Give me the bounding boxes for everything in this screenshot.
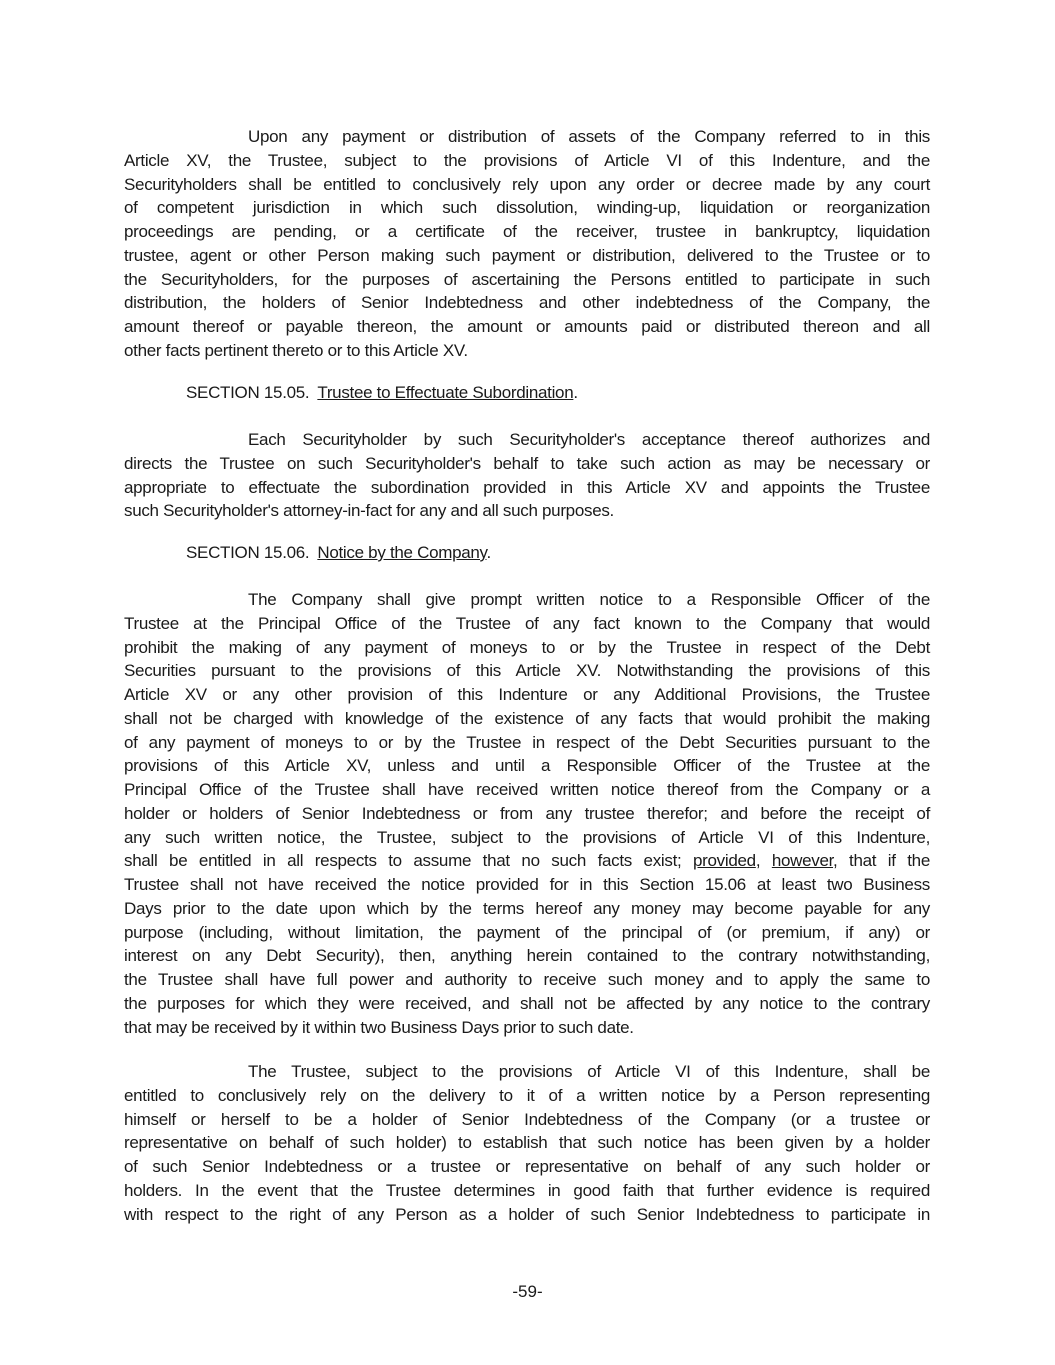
text-line: entitled to conclusively rely on the delivery to it of a written notice by a Person representing	[124, 1085, 930, 1105]
underlined-term: however	[771, 851, 834, 871]
section-heading-15-06	[186, 543, 491, 563]
text-line: any such written notice, the Trustee, subject to the provisions of Article VI of this Indenture,	[124, 827, 930, 847]
text-line: Each Securityholder by such Securityholder's acceptance thereof authorizes and	[248, 430, 930, 449]
text-line: holder or holders of Senior Indebtedness or from any trustee therefor; and before the receipt of	[124, 803, 930, 823]
page-number: -59-	[512, 1282, 543, 1301]
text-line: proceedings are pending, or a certificate of the receiver, trustee in bankruptcy, liquidation	[124, 222, 930, 241]
text-line: distribution, the holders of Senior Indebtedness and other indebtedness of the Company, the	[124, 293, 930, 313]
text-line	[124, 849, 930, 873]
text-line: The Trustee, subject to the provisions of Article VI of this Indenture, shall be	[248, 1062, 930, 1081]
section-title-period: .	[486, 543, 491, 562]
text-line: such Securityholder's attorney-in-fact for any and all such purposes.	[124, 501, 614, 521]
text-line: Article XV, the Trustee, subject to the provisions of Article VI of this Indenture, and the	[124, 150, 930, 170]
text-line: provisions of this Article XV, unless and until a Responsible Officer of the Trustee at the	[124, 756, 930, 776]
text-line: trustee, agent or other Person making such payment or distribution, delivered to the Trustee or to	[124, 245, 930, 265]
text-line: Principal Office of the Trustee shall have received written notice thereof from the Company or a	[124, 780, 930, 799]
text-line: with respect to the right of any Person as a holder of such Senior Indebtedness to participate in	[124, 1204, 930, 1224]
text-line: amount thereof or payable thereon, the amount or amounts paid or distributed thereon and all	[124, 317, 930, 336]
paragraph-notice-by-company	[124, 588, 930, 1039]
text-line: Trustee at the Principal Office of the Trustee of any fact known to the Company that would	[124, 613, 930, 633]
paragraph-securityholder-authorization	[124, 428, 930, 523]
paragraph-trustee-reliance	[124, 1060, 930, 1226]
section-number: SECTION 15.06.	[186, 543, 310, 562]
text-line: Article XV or any other provision of this Indenture or any Additional Provisions, the Trustee	[124, 685, 930, 704]
text-line: of competent jurisdiction in which such dissolution, winding-up, liquidation or reorganization	[124, 198, 930, 218]
text-line: holders. In the event that the Trustee determines in good faith that further evidence is required	[124, 1180, 930, 1200]
text-line: of any payment of moneys to or by the Trustee in respect of the Debt Securities pursuant to the	[124, 732, 930, 752]
text-line: Securityholders shall be entitled to conclusively rely upon any order or decree made by any court	[124, 174, 930, 194]
text-line: appropriate to effectuate the subordination provided in this Article XV and appoints the Trustee	[124, 477, 930, 497]
text-line: interest on any Debt Security), then, anything herein contained to the contrary notwithstanding,	[124, 946, 930, 966]
text-segment: ,	[755, 851, 772, 871]
text-line: Days prior to the date upon which by the terms hereof any money may become payable for any	[124, 898, 930, 918]
section-title-period: .	[573, 383, 578, 402]
text-line: The Company shall give prompt written notice to a Responsible Officer of the	[248, 590, 930, 609]
text-line: other facts pertinent thereto or to this Article XV.	[124, 340, 468, 360]
text-line: Securities pursuant to the provisions of this Article XV. Notwithstanding the provisions of this	[124, 661, 930, 681]
text-line: purpose (including, without limitation, the payment of the principal of (or premium, if any) or	[124, 922, 930, 942]
text-line: prohibit the making of any payment of moneys to or by the Trustee in respect of the Debt	[124, 637, 930, 657]
text-segment: , that if the	[833, 851, 930, 871]
text-line: directs the Trustee on such Securityholder's behalf to take such action as may be necessary or	[124, 453, 930, 473]
text-segment: shall be entitled in all respects to assume that no such facts exist;	[124, 851, 694, 871]
text-line: that may be received by it within two Business Days prior to such date.	[124, 1017, 634, 1037]
paragraph-payment-distribution	[124, 125, 930, 363]
text-line: the Trustee shall have full power and authority to receive such money and to apply the same to	[124, 970, 930, 989]
text-line: of such Senior Indebtedness or a trustee or representative on behalf of any such holder or	[124, 1157, 930, 1176]
text-line: representative on behalf of such holder) to establish that such notice has been given by a holder	[124, 1133, 930, 1153]
text-line: the Securityholders, for the purposes of ascertaining the Persons entitled to participate in such	[124, 269, 930, 289]
text-line: himself or herself to be a holder of Senior Indebtedness of the Company (or a trustee or	[124, 1109, 930, 1129]
text-line: the purposes for which they were received, and shall not be affected by any notice to the contrary	[124, 993, 930, 1013]
underlined-term: provided	[693, 851, 756, 871]
section-heading-15-05	[186, 383, 578, 403]
section-number: SECTION 15.05.	[186, 383, 310, 402]
section-title: Trustee to Effectuate Subordination	[317, 383, 574, 402]
text-line: Upon any payment or distribution of assets of the Company referred to in this	[248, 127, 930, 146]
text-line: shall not be charged with knowledge of the existence of any facts that would prohibit the making	[124, 708, 930, 728]
text-line: Trustee shall not have received the notice provided for in this Section 15.06 at least two Business	[124, 875, 930, 894]
section-title: Notice by the Company	[317, 543, 487, 562]
